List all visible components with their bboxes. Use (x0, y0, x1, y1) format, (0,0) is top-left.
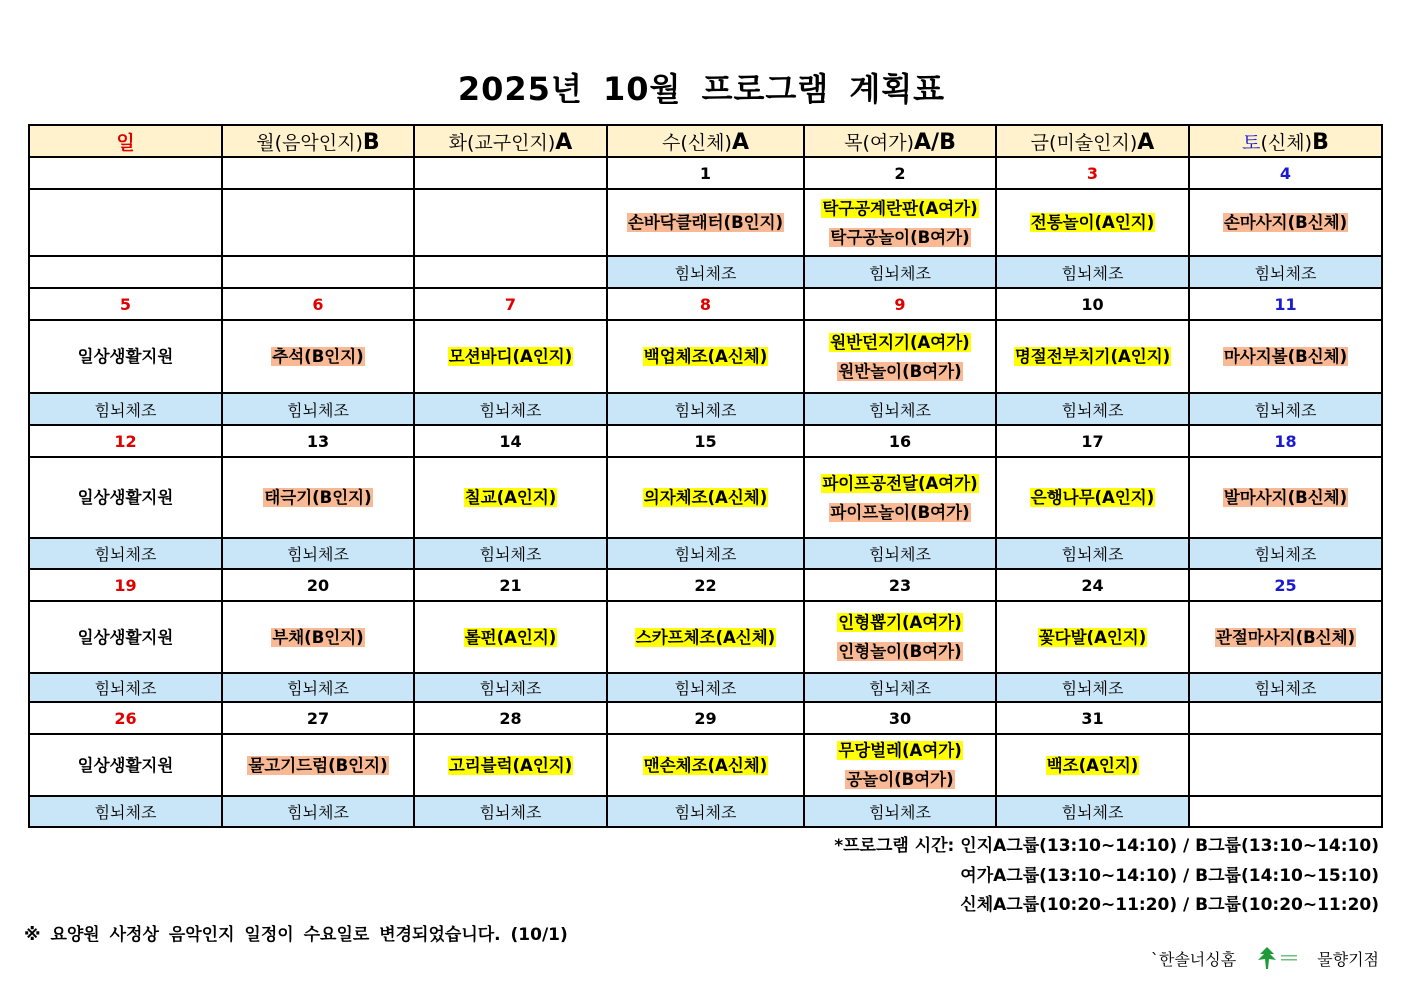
program-cell (996, 320, 1189, 393)
exercise-cell: 힘뇌체조 (414, 673, 607, 702)
day-number: 30 (804, 702, 996, 734)
weekday-group: A (731, 129, 749, 155)
weekday-category: (신체) (1260, 131, 1313, 154)
program-name: 원반놀이(B여가) (838, 361, 962, 381)
weekday-header (1189, 125, 1382, 157)
day-number: 13 (222, 425, 414, 457)
program-name: 태극기(B인지) (264, 488, 372, 507)
program-name: 맨손체조(A신체) (643, 755, 768, 775)
day-number: 10 (996, 288, 1189, 320)
weekday-group: A (555, 129, 573, 155)
day-number (1189, 702, 1382, 734)
exercise-row (29, 256, 1382, 288)
program-name: 꽃다발(A인지) (1038, 627, 1147, 647)
weekday-name: 목 (844, 131, 863, 154)
exercise-cell: 힘뇌체조 (222, 393, 414, 425)
day-number: 15 (607, 425, 804, 457)
program-cell (222, 601, 414, 673)
day-number: 5 (29, 288, 222, 320)
program-name: 백조(A인지) (1046, 755, 1139, 775)
program-cell (996, 734, 1189, 796)
exercise-cell: 힘뇌체조 (1189, 538, 1382, 569)
program-cell (1189, 601, 1382, 673)
program-cell (607, 457, 804, 538)
program-cell (29, 457, 222, 538)
weekday-category: (신체) (680, 131, 732, 154)
day-number: 18 (1189, 425, 1382, 457)
weekday-header (222, 125, 414, 157)
page-title: 2025년 10월 프로그램 계획표 (457, 70, 946, 108)
exercise-cell: 힘뇌체조 (222, 673, 414, 702)
exercise-cell: 힘뇌체조 (996, 796, 1189, 827)
program-name: 탁구공계란판(A여가) (822, 198, 978, 218)
program-cell (222, 320, 414, 393)
weekday-header-row (29, 125, 1382, 157)
day-number: 9 (804, 288, 996, 320)
program-cell (804, 189, 996, 256)
program-name: 백업체조(A신체) (643, 347, 768, 366)
program-row (29, 320, 1382, 393)
program-name: 추석(B인지) (272, 347, 364, 366)
schedule-note: 여가A그룹(13:10~14:10) / B그룹(14:10~15:10) (960, 865, 1379, 886)
exercise-cell: 힘뇌체조 (414, 538, 607, 569)
program-name: 인형놀이(B여가) (838, 642, 962, 661)
program-name: 발마사지(B신체) (1223, 488, 1348, 507)
weekday-category: (미술인지) (1049, 131, 1138, 154)
exercise-cell: 힘뇌체조 (29, 538, 222, 569)
weekday-header (414, 125, 607, 157)
day-number: 4 (1189, 157, 1382, 189)
exercise-cell: 힘뇌체조 (607, 393, 804, 425)
exercise-cell: 힘뇌체조 (804, 393, 996, 425)
program-row (29, 734, 1382, 796)
program-name: 부채(B인지) (272, 627, 364, 647)
tree-icon (1256, 946, 1278, 970)
day-number: 17 (996, 425, 1189, 457)
exercise-cell (1189, 796, 1382, 827)
date-row (29, 288, 1382, 320)
program-cell (414, 189, 607, 256)
exercise-cell: 힘뇌체조 (607, 256, 804, 288)
program-row (29, 457, 1382, 538)
schedule-note: 신체A그룹(10:20~11:20) / B그룹(10:20~11:20) (960, 895, 1379, 915)
exercise-cell: 힘뇌체조 (607, 796, 804, 827)
program-calendar (28, 124, 1383, 828)
hansol-logo (1256, 946, 1297, 970)
day-number: 2 (804, 157, 996, 189)
day-number: 11 (1189, 288, 1382, 320)
program-name: 롤펀(A인지) (464, 627, 557, 647)
program-name: 스카프체조(A신체) (635, 627, 776, 647)
program-cell (222, 734, 414, 796)
exercise-row (29, 393, 1382, 425)
weekday-name: 수 (662, 131, 681, 154)
footer (1151, 946, 1379, 970)
program-cell (29, 601, 222, 673)
weekday-name: 금 (1030, 131, 1050, 154)
logo-wordmark (1281, 952, 1297, 964)
change-notice: ※ 요양원 사정상 음악인지 일정이 수요일로 변경되었습니다. (10/1) (24, 925, 568, 945)
exercise-cell: 힘뇌체조 (607, 673, 804, 702)
exercise-cell: 힘뇌체조 (804, 538, 996, 569)
program-cell (414, 457, 607, 538)
program-cell (1189, 734, 1382, 796)
program-cell (804, 601, 996, 673)
day-number: 22 (607, 569, 804, 601)
program-name: 칠교(A인지) (464, 488, 557, 507)
program-cell (414, 734, 607, 796)
program-cell (804, 457, 996, 538)
program-name: 파이프공전달(A여가) (822, 473, 978, 493)
program-cell (607, 189, 804, 256)
program-name: 탁구공놀이(B여가) (830, 227, 970, 247)
exercise-cell: 힘뇌체조 (996, 538, 1189, 569)
weekday-group: A/B (914, 129, 956, 155)
exercise-cell: 힘뇌체조 (996, 256, 1189, 288)
program-cell (29, 189, 222, 256)
program-cell (996, 457, 1189, 538)
program-cell (804, 734, 996, 796)
day-number: 25 (1189, 569, 1382, 601)
program-cell (1189, 457, 1382, 538)
weekday-name: 화 (448, 131, 468, 154)
exercise-cell: 힘뇌체조 (804, 256, 996, 288)
day-number: 24 (996, 569, 1189, 601)
program-name: 일상생활지원 (77, 488, 174, 507)
program-cell (607, 320, 804, 393)
weekday-header (804, 125, 996, 157)
exercise-cell: 힘뇌체조 (222, 538, 414, 569)
exercise-cell: 힘뇌체조 (996, 673, 1189, 702)
weekday-group: A (1137, 129, 1155, 155)
exercise-cell: 힘뇌체조 (996, 393, 1189, 425)
day-number (29, 157, 222, 189)
day-number (222, 157, 414, 189)
exercise-cell: 힘뇌체조 (1189, 673, 1382, 702)
weekday-header (607, 125, 804, 157)
program-cell (414, 601, 607, 673)
program-name: 공놀이(B여가) (846, 770, 954, 789)
program-name: 모션바디(A인지) (448, 347, 573, 366)
exercise-cell (222, 256, 414, 288)
program-cell (996, 601, 1189, 673)
program-name: 인형뽑기(A여가) (838, 613, 962, 632)
weekday-name: 월 (256, 131, 275, 154)
program-name: 관절마사지(B신체) (1215, 627, 1356, 647)
program-cell (804, 320, 996, 393)
exercise-cell: 힘뇌체조 (1189, 393, 1382, 425)
weekday-name: 일 (116, 131, 135, 154)
day-number: 21 (414, 569, 607, 601)
day-number: 27 (222, 702, 414, 734)
program-name: 은행나무(A인지) (1030, 488, 1155, 507)
weekday-name: 토 (1242, 131, 1261, 154)
weekday-category: (교구인지) (467, 131, 556, 154)
day-number: 29 (607, 702, 804, 734)
program-name: 일상생활지원 (77, 347, 174, 366)
org-name: `한솔너싱홈 (1150, 949, 1237, 969)
exercise-row (29, 796, 1382, 827)
program-name: 고리블럭(A인지) (448, 755, 573, 775)
day-number: 31 (996, 702, 1189, 734)
day-number: 26 (29, 702, 222, 734)
program-cell (222, 457, 414, 538)
weekday-header (29, 125, 222, 157)
day-number: 6 (222, 288, 414, 320)
day-number (414, 157, 607, 189)
date-row (29, 702, 1382, 734)
program-cell (414, 320, 607, 393)
weekday-category: (음악인지) (274, 131, 363, 154)
exercise-cell: 힘뇌체조 (607, 538, 804, 569)
program-name: 의자체조(A신체) (643, 488, 768, 507)
program-name: 무당벌레(A여가) (838, 741, 962, 760)
exercise-cell (29, 256, 222, 288)
day-number: 1 (607, 157, 804, 189)
program-name: 일상생활지원 (77, 755, 174, 775)
date-row (29, 425, 1382, 457)
program-name: 일상생활지원 (77, 627, 174, 647)
exercise-cell: 힘뇌체조 (29, 393, 222, 425)
day-number: 20 (222, 569, 414, 601)
program-cell (222, 189, 414, 256)
program-cell (1189, 189, 1382, 256)
schedule-note: *프로그램 시간: 인지A그룹(13:10~14:10) / B그룹(13:10~14:10) (834, 836, 1379, 856)
program-cell (996, 189, 1189, 256)
weekday-group: B (362, 129, 380, 155)
date-row (29, 569, 1382, 601)
program-name: 파이프놀이(B여가) (830, 502, 970, 522)
exercise-row (29, 673, 1382, 702)
program-cell (1189, 320, 1382, 393)
day-number: 8 (607, 288, 804, 320)
exercise-cell: 힘뇌체조 (222, 796, 414, 827)
program-name: 손바닥클래터(B인지) (627, 213, 784, 232)
day-number: 7 (414, 288, 607, 320)
exercise-cell: 힘뇌체조 (1189, 256, 1382, 288)
schedule-notes (834, 832, 1379, 921)
program-name: 원반던지기(A여가) (830, 332, 970, 352)
program-cell (29, 320, 222, 393)
exercise-cell: 힘뇌체조 (29, 673, 222, 702)
exercise-cell (414, 256, 607, 288)
exercise-row (29, 538, 1382, 569)
program-name: 마사지볼(B신체) (1223, 347, 1348, 366)
program-row (29, 189, 1382, 256)
day-number: 12 (29, 425, 222, 457)
weekday-group: B (1312, 129, 1329, 155)
day-number: 19 (29, 569, 222, 601)
exercise-cell: 힘뇌체조 (414, 796, 607, 827)
day-number: 14 (414, 425, 607, 457)
day-number: 3 (996, 157, 1189, 189)
program-row (29, 601, 1382, 673)
program-cell (607, 734, 804, 796)
exercise-cell: 힘뇌체조 (414, 393, 607, 425)
day-number: 28 (414, 702, 607, 734)
date-row (29, 157, 1382, 189)
branch-name: 물향기점 (1317, 949, 1379, 969)
program-name: 손마사지(B신체) (1223, 213, 1348, 232)
program-cell (607, 601, 804, 673)
weekday-header (996, 125, 1189, 157)
exercise-cell: 힘뇌체조 (29, 796, 222, 827)
program-name: 물고기드럼(B인지) (248, 755, 388, 775)
weekday-category: (여가) (862, 131, 915, 154)
exercise-cell: 힘뇌체조 (804, 673, 996, 702)
program-cell (29, 734, 222, 796)
exercise-cell: 힘뇌체조 (804, 796, 996, 827)
day-number: 23 (804, 569, 996, 601)
program-name: 전통놀이(A인지) (1030, 213, 1155, 232)
day-number: 16 (804, 425, 996, 457)
program-name: 명절전부치기(A인지) (1014, 347, 1171, 366)
